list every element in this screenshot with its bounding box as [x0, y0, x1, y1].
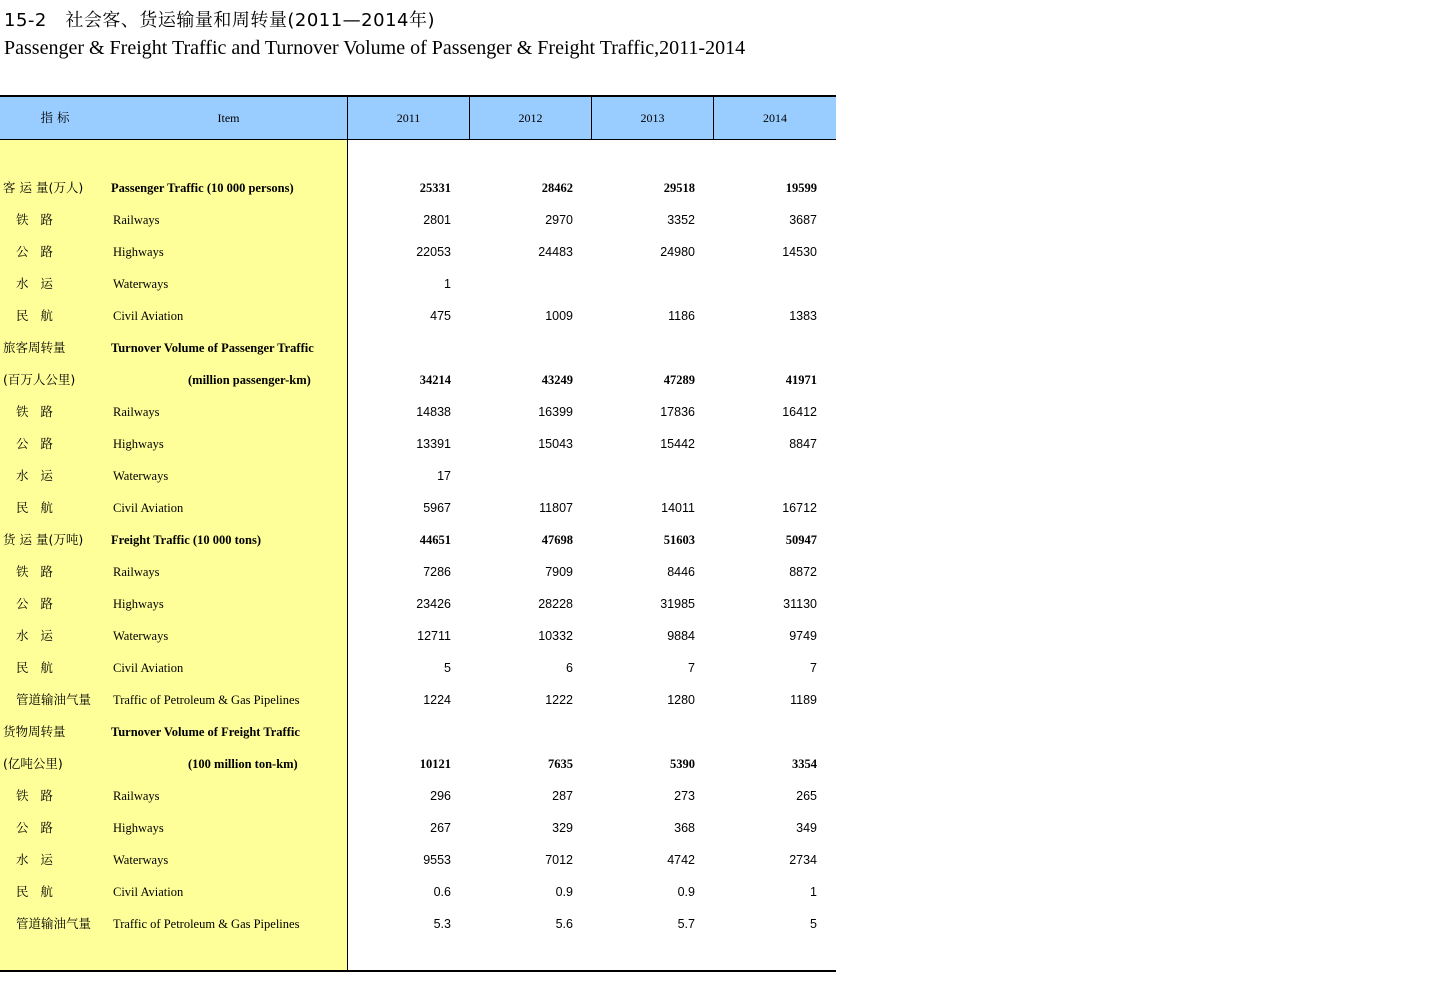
row-label-en: Waterways: [113, 469, 169, 483]
row-label-en: Turnover Volume of Passenger Traffic: [111, 341, 314, 355]
row-label-cn: 水 运: [16, 468, 53, 483]
cell-2012: 2970: [545, 213, 573, 227]
cell-2011: 267: [430, 821, 451, 835]
cell-2012: 47698: [541, 533, 573, 547]
cell-2014: 2734: [789, 853, 817, 867]
table-row: [0, 428, 836, 460]
cell-2012: 24483: [538, 245, 573, 259]
cell-2013: 15442: [660, 437, 695, 451]
row-label-cn: 公 路: [16, 436, 53, 451]
table-row: [0, 748, 836, 780]
cell-2012: 5.6: [555, 917, 573, 931]
cell-2013: 9884: [667, 629, 695, 643]
row-label-en: Civil Aviation: [113, 885, 184, 899]
row-label-en: Railways: [113, 213, 160, 227]
row-label-cn: 水 运: [16, 276, 53, 291]
data-table: [0, 95, 836, 972]
row-label-cn: 铁 路: [16, 212, 53, 227]
cell-2014: 19599: [785, 181, 817, 195]
table-row: [0, 300, 836, 332]
table-row: [0, 684, 836, 716]
row-label-cn: 货物周转量: [3, 724, 66, 739]
table-row: [0, 204, 836, 236]
row-label-cn: 客 运 量(万人): [3, 180, 84, 195]
cell-2011: 9553: [423, 853, 451, 867]
cell-2012: 1009: [545, 309, 573, 323]
cell-2013: 368: [674, 821, 695, 835]
cell-2013: 47289: [663, 373, 695, 387]
row-label-en: Traffic of Petroleum & Gas Pipelines: [113, 917, 300, 931]
cell-2014: 9749: [789, 629, 817, 643]
table-row: [0, 780, 836, 812]
cell-2013: 1280: [667, 693, 695, 707]
row-label-cn: 民 航: [16, 884, 53, 899]
row-label-en: Passenger Traffic (10 000 persons): [111, 181, 294, 195]
table-row: [0, 396, 836, 428]
cell-2014: 265: [796, 789, 817, 803]
row-label-en: Waterways: [113, 853, 169, 867]
cell-2014: 3354: [792, 757, 817, 771]
cell-2014: 50947: [785, 533, 817, 547]
cell-2011: 17: [437, 469, 451, 483]
header-year-2013: 2013: [640, 111, 665, 125]
header-item-en: Item: [217, 111, 240, 125]
row-label-cn: 公 路: [16, 596, 53, 611]
cell-2012: 7909: [545, 565, 573, 579]
cell-2011: 1: [444, 277, 451, 291]
cell-2011: 23426: [416, 597, 451, 611]
table-row: [0, 652, 836, 684]
table-row: [0, 332, 836, 364]
cell-2011: 13391: [416, 437, 451, 451]
cell-2014: 1383: [789, 309, 817, 323]
row-label-cn: (亿吨公里): [3, 756, 63, 771]
cell-2012: 43249: [541, 373, 573, 387]
cell-2013: 0.9: [677, 885, 695, 899]
header-year-2012: 2012: [518, 111, 543, 125]
row-label-cn: 旅客周转量: [3, 340, 66, 355]
cell-2011: 10121: [419, 757, 451, 771]
cell-2014: 1189: [790, 693, 817, 707]
cell-2012: 16399: [538, 405, 573, 419]
cell-2011: 1224: [423, 693, 451, 707]
table-title-english: Passenger & Freight Traffic and Turnover Volume of Passenger & Freight Traffic,2011-2014: [4, 37, 746, 59]
cell-2011: 5.3: [433, 917, 451, 931]
table-row: [0, 588, 836, 620]
row-label-en: Civil Aviation: [113, 309, 184, 323]
row-label-en: Traffic of Petroleum & Gas Pipelines: [113, 693, 300, 707]
row-label-cn: 公 路: [16, 244, 53, 259]
cell-2014: 7: [810, 661, 817, 675]
table-row: [0, 876, 836, 908]
row-label-en: Highways: [113, 245, 164, 259]
row-label-en: Turnover Volume of Freight Traffic: [111, 725, 300, 739]
cell-2013: 14011: [661, 501, 695, 515]
cell-2014: 3687: [789, 213, 817, 227]
cell-2011: 44651: [419, 533, 451, 547]
cell-2014: 16412: [782, 405, 817, 419]
cell-2011: 475: [430, 309, 451, 323]
cell-2012: 11807: [539, 501, 573, 515]
cell-2013: 8446: [667, 565, 695, 579]
header-indicator-cn: 指 标: [40, 110, 70, 125]
cell-2013: 29518: [663, 181, 695, 195]
cell-2013: 51603: [663, 533, 695, 547]
cell-2014: 16712: [782, 501, 817, 515]
cell-2012: 329: [552, 821, 573, 835]
table-row: [0, 620, 836, 652]
row-label-en: Railways: [113, 405, 160, 419]
cell-2012: 6: [566, 661, 573, 675]
cell-2014: 349: [796, 821, 817, 835]
table-bottom-rule: [0, 970, 836, 972]
cell-2012: 7012: [545, 853, 573, 867]
row-label-en: Civil Aviation: [113, 661, 184, 675]
cell-2011: 7286: [423, 565, 451, 579]
row-label-en: Civil Aviation: [113, 501, 184, 515]
row-label-cn: 民 航: [16, 500, 53, 515]
cell-2013: 273: [674, 789, 695, 803]
cell-2011: 0.6: [433, 885, 451, 899]
row-label-cn: 铁 路: [16, 404, 53, 419]
row-label-en: Railways: [113, 789, 160, 803]
cell-2013: 3352: [667, 213, 695, 227]
row-label-cn: 民 航: [16, 660, 53, 675]
cell-2011: 12711: [417, 629, 451, 643]
cell-2012: 7635: [548, 757, 573, 771]
cell-2011: 22053: [416, 245, 451, 259]
row-label-cn: 管道输油气量: [16, 692, 92, 707]
cell-2014: 31130: [783, 597, 817, 611]
row-label-en: Highways: [113, 597, 164, 611]
cell-2013: 4742: [667, 853, 695, 867]
cell-2014: 1: [810, 885, 817, 899]
row-label-en: Highways: [113, 821, 164, 835]
row-label-cn: 铁 路: [16, 788, 53, 803]
table-row: [0, 492, 836, 524]
cell-2012: 15043: [538, 437, 573, 451]
cell-2011: 5967: [423, 501, 451, 515]
table-row: [0, 172, 836, 204]
table-row: [0, 716, 836, 748]
cell-2012: 287: [552, 789, 573, 803]
cell-2013: 5390: [670, 757, 695, 771]
table-row: [0, 236, 836, 268]
row-label-cn: (百万人公里): [3, 372, 76, 387]
cell-2014: 5: [810, 917, 817, 931]
cell-2014: 8872: [789, 565, 817, 579]
cell-2013: 24980: [660, 245, 695, 259]
table-row: [0, 524, 836, 556]
row-label-en: Waterways: [113, 277, 169, 291]
row-label-cn: 水 运: [16, 628, 53, 643]
row-label-cn: 管道输油气量: [16, 916, 92, 931]
table-row: [0, 812, 836, 844]
table-title-chinese: 15-2 社会客、货运输量和周转量(2011—2014年): [4, 10, 436, 31]
row-label-cn: 民 航: [16, 308, 53, 323]
row-label-cn: 公 路: [16, 820, 53, 835]
row-label-en: (million passenger-km): [188, 373, 311, 387]
row-label-en: Railways: [113, 565, 160, 579]
row-label-en: Waterways: [113, 629, 169, 643]
header-year-2011: 2011: [396, 111, 421, 125]
table-row: [0, 556, 836, 588]
row-label-cn: 铁 路: [16, 564, 53, 579]
cell-2011: 2801: [423, 213, 451, 227]
cell-2012: 1222: [545, 693, 573, 707]
table-row: [0, 844, 836, 876]
cell-2014: 14530: [782, 245, 817, 259]
cell-2014: 8847: [789, 437, 817, 451]
cell-2011: 5: [444, 661, 451, 675]
table-header: [0, 97, 836, 140]
cell-2013: 7: [688, 661, 695, 675]
cell-2013: 1186: [668, 309, 695, 323]
cell-2013: 31985: [660, 597, 695, 611]
row-label-en: (100 million ton-km): [188, 757, 298, 771]
row-label-cn: 水 运: [16, 852, 53, 867]
cell-2011: 34214: [419, 373, 451, 387]
row-label-en: Highways: [113, 437, 164, 451]
cell-2012: 28462: [541, 181, 573, 195]
cell-2014: 41971: [785, 373, 817, 387]
cell-2013: 5.7: [677, 917, 695, 931]
table-row: [0, 460, 836, 492]
cell-2012: 28228: [538, 597, 573, 611]
cell-2012: 10332: [538, 629, 573, 643]
row-label-cn: 货 运 量(万吨): [3, 532, 84, 547]
cell-2012: 0.9: [555, 885, 573, 899]
cell-2011: 25331: [419, 181, 451, 195]
cell-2011: 296: [430, 789, 451, 803]
cell-2013: 17836: [660, 405, 695, 419]
header-year-2014: 2014: [763, 111, 787, 125]
table-row: [0, 364, 836, 396]
cell-2011: 14838: [416, 405, 451, 419]
table-row: [0, 908, 836, 940]
row-label-en: Freight Traffic (10 000 tons): [111, 533, 261, 547]
table-row: [0, 268, 836, 300]
